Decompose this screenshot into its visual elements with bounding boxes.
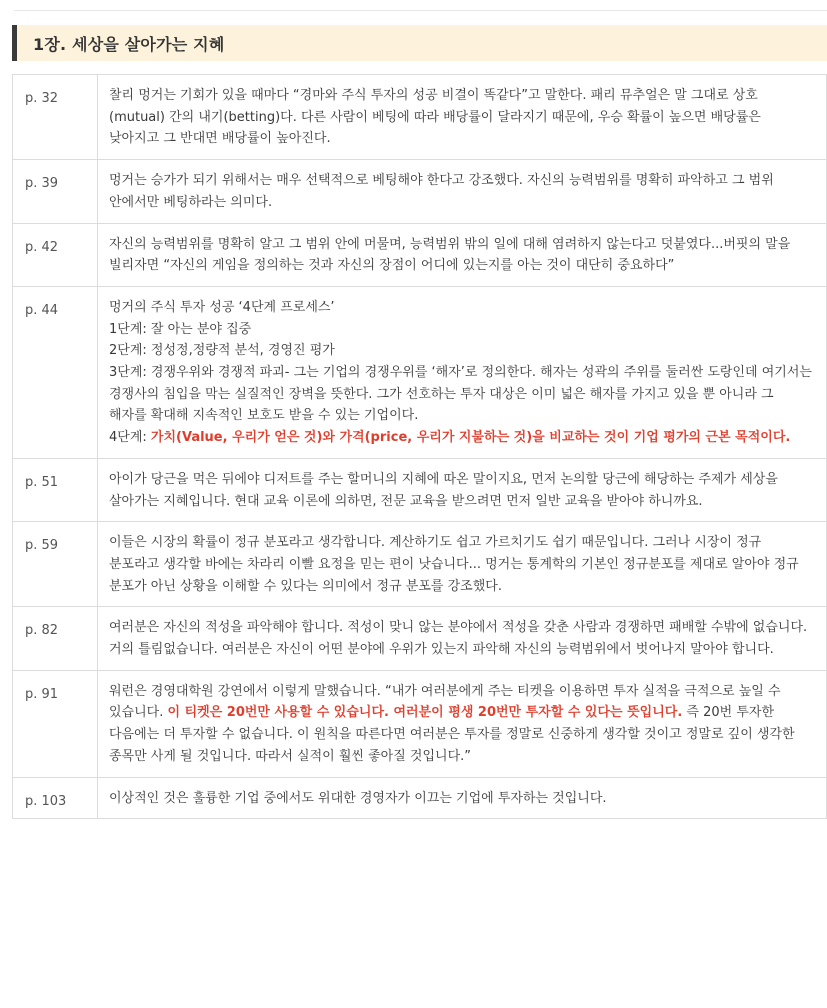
chapter-title: 1장. 세상을 살아가는 지혜 (33, 34, 225, 54)
quote-text (98, 670, 827, 777)
process-step-4 (109, 427, 812, 449)
quote-text: 여러분은 자신의 적성을 파악해야 합니다. 적성이 맞니 않는 분야에서 적성을 갖춘 사람과 경쟁하면 패배할 수밖에 없습니다. 거의 틀림없습니다. 여러분은 자신이 어떤 분야에 우위가 있는지 파악해 자신의 능력범위에서 벗어나지 말아야 합니다. (98, 607, 827, 670)
quote-text: 이상적인 것은 훌륭한 기업 중에서도 위대한 경영자가 이끄는 기업에 투자하는 것입니다. (98, 777, 827, 819)
page-number: p. 51 (13, 458, 98, 521)
chapter-heading (12, 25, 827, 61)
page-number: p. 103 (13, 777, 98, 819)
page-number: p. 91 (13, 670, 98, 777)
table-row (13, 160, 827, 223)
page-number: p. 59 (13, 522, 98, 607)
table-row (13, 670, 827, 777)
table-row (13, 607, 827, 670)
page-number: p. 82 (13, 607, 98, 670)
process-step-3: 3단계: 경쟁우위와 경쟁적 파괴- 그는 기업의 경쟁우위를 ‘해자’로 정의한다. 해자는 성곽의 주위를 둘러싼 도랑인데 여기서는 경쟁사의 침입을 막는 실질적인 장벽을 뜻한다. 그가 선호하는 투자 대상은 이미 넓은 해자를 가지고 있을 뿐 아니라 그 해자를 확대해 지속적인 보호도 받을 수 있는 기업이다. (109, 365, 812, 424)
quote-text (98, 286, 827, 458)
table-row (13, 777, 827, 819)
table-row (13, 286, 827, 458)
table-row (13, 522, 827, 607)
table-row (13, 223, 827, 286)
table-row (13, 75, 827, 160)
process-step-2: 2단계: 정성정,정량적 분석, 경영진 평가 (109, 343, 335, 359)
quotes-table (12, 74, 827, 819)
quote-text: 찰리 멍거는 기회가 있을 때마다 “경마와 주식 투자의 성공 비결이 똑같다”고 말한다. 패리 뮤추얼은 말 그대로 상호(mutual) 간의 내기(betting)다. 다른 사람이 베팅에 따라 배당률이 달라지기 때문에, 우승 확률이 높으면 배당률은 낮아지고 그 반대면 배당률이 높아진다. (98, 75, 827, 160)
quote-text: 멍거는 승가가 되기 위해서는 매우 선택적으로 베팅해야 한다고 강조했다. 자신의 능력범위를 명확히 파악하고 그 범위 안에서만 베팅하라는 의미다. (98, 160, 827, 223)
quote-text: 아이가 당근을 먹은 뒤에야 디저트를 주는 할머니의 지혜에 따온 말이지요, 먼저 논의할 당근에 해당하는 주제가 세상을 살아가는 지혜입니다. 현대 교육 이론에 의하면, 전문 교육을 받으려면 먼저 일반 교육을 받아야 하니까요. (98, 458, 827, 521)
page-number: p. 44 (13, 286, 98, 458)
quote-text-before: 워런은 경영대학원 강연에서 이렇게 말했습니다. “내가 여러분에게 주는 티켓을 이용하면 투자 실적을 극적으로 높일 수 있습니다. (109, 683, 781, 721)
highlighted-text: 이 티켓은 20번만 사용할 수 있습니다. 여러분이 평생 20번만 투자할 수 있다는 뜻입니다. (167, 705, 683, 721)
step-4-prefix: 4단계: (109, 430, 151, 446)
process-step-1: 1단계: 잘 아는 분야 집중 (109, 321, 252, 337)
top-divider (14, 10, 827, 11)
page-number: p. 32 (13, 75, 98, 160)
page-number: p. 42 (13, 223, 98, 286)
quote-text: 자신의 능력범위를 명확히 알고 그 범위 안에 머물며, 능력범위 밖의 일에 대해 염려하지 않는다고 덧붙였다...버핏의 말을 빌리자면 “자신의 게임을 정의하는 것과 자신의 장점이 어디에 있는지를 아는 것이 대단히 중요하다” (98, 223, 827, 286)
table-row (13, 458, 827, 521)
quote-text: 이들은 시장의 확률이 정규 분포라고 생각합니다. 계산하기도 쉽고 가르치기도 쉽기 때문입니다. 그러나 시장이 정규 분포라고 생각할 바에는 차라리 이빨 요정을 믿는 편이 낫습니다... 멍거는 통계학의 기본인 정규분포를 제대로 알아야 정규 분포가 아닌 상황을 이해할 수 있다는 의미에서 정규 분포를 강조했다. (98, 522, 827, 607)
highlighted-text: 가치(Value, 우리가 얻은 것)와 가격(price, 우리가 지불하는 것)을 비교하는 것이 기업 평가의 근본 목적이다. (150, 430, 791, 446)
quote-text-after: 즉 20번 투자한 다음에는 더 투자할 수 없습니다. 이 원칙을 따른다면 여러분은 투자를 정말로 신중하게 생각할 것이고 정말로 깊이 생각한 종목만 사게 될 것입니다. 따라서 실적이 훨씬 좋아질 것입니다.” (109, 705, 795, 764)
process-title: 멍거의 주식 투자 성공 ‘4단계 프로세스’ (109, 299, 335, 315)
page-number: p. 39 (13, 160, 98, 223)
